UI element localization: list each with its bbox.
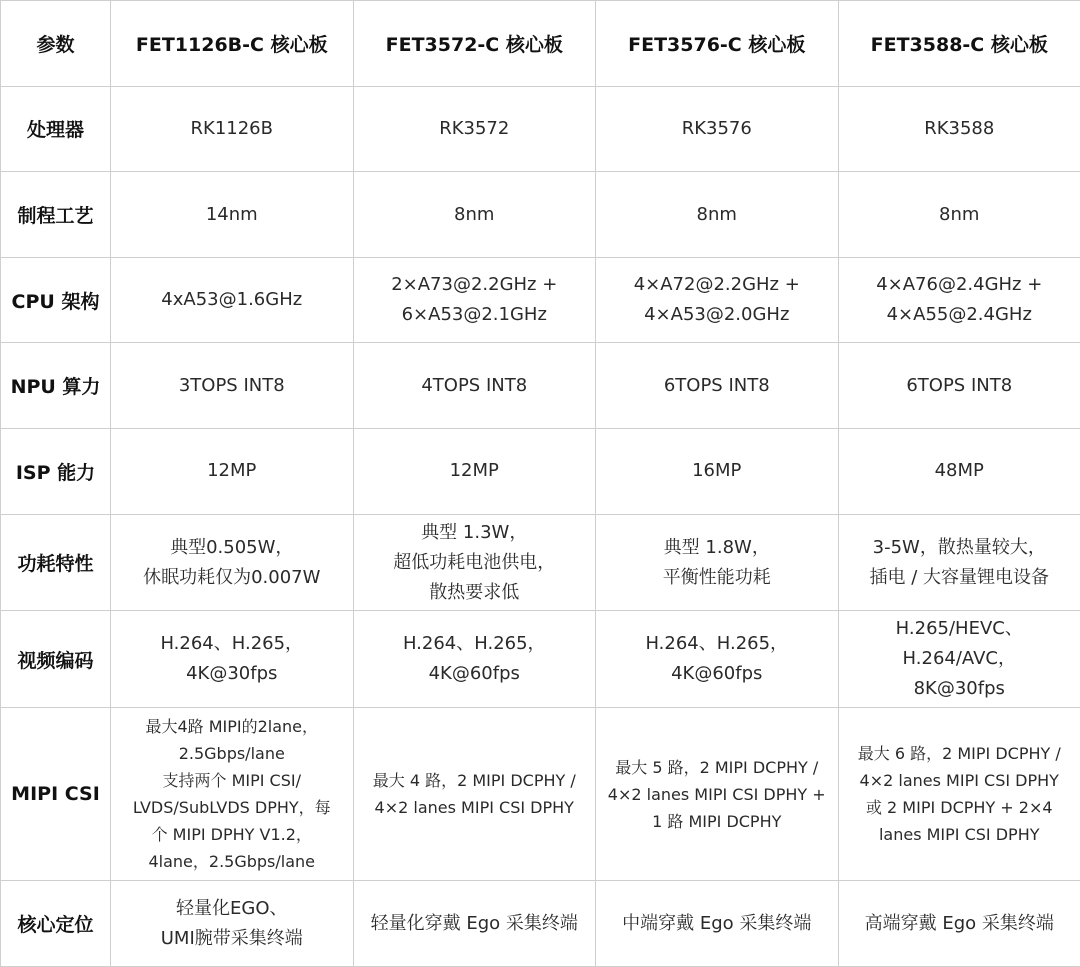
param-label: 功耗特性 (1, 514, 111, 611)
cell-value: 4TOPS INT8 (353, 343, 596, 429)
cell-value: 典型 1.8W， 平衡性能功耗 (596, 514, 839, 611)
table-row-process (1, 172, 1080, 258)
cell-value: H.265/HEVC、 H.264/AVC， 8K@30fps (838, 611, 1080, 708)
param-label: 视频编码 (1, 611, 111, 708)
cell-value: H.264、H.265， 4K@60fps (596, 611, 839, 708)
cell-value: 最大 4 路，2 MIPI DCPHY / 4×2 lanes MIPI CSI DPHY (353, 708, 596, 881)
cell-value: 6TOPS INT8 (596, 343, 839, 429)
cell-value: 14nm (111, 172, 354, 258)
cell-value: 典型 1.3W， 超低功耗电池供电， 散热要求低 (353, 514, 596, 611)
cell-value: 8nm (596, 172, 839, 258)
cell-value: 高端穿戴 Ego 采集终端 (838, 881, 1080, 967)
cell-value: 4×A76@2.4GHz + 4×A55@2.4GHz (838, 257, 1080, 343)
param-label: NPU 算力 (1, 343, 111, 429)
cell-value: 最大 6 路，2 MIPI DCPHY / 4×2 lanes MIPI CSI DPHY 或 2 MIPI DCPHY + 2×4 lanes MIPI CSI DPHY (838, 708, 1080, 881)
cell-value: 12MP (111, 429, 354, 515)
param-label: ISP 能力 (1, 429, 111, 515)
cell-value: 3TOPS INT8 (111, 343, 354, 429)
header-fet3588: FET3588-C 核心板 (838, 1, 1080, 87)
cell-value: 16MP (596, 429, 839, 515)
cell-value: 2×A73@2.2GHz + 6×A53@2.1GHz (353, 257, 596, 343)
table-row-npu (1, 343, 1080, 429)
table-row-power (1, 514, 1080, 611)
cell-value: RK3588 (838, 86, 1080, 172)
table-row-isp (1, 429, 1080, 515)
cell-value: 中端穿戴 Ego 采集终端 (596, 881, 839, 967)
cell-value: 最大 5 路，2 MIPI DCPHY / 4×2 lanes MIPI CSI DPHY + 1 路 MIPI DCPHY (596, 708, 839, 881)
cell-value: 最大4路 MIPI的2lane， 2.5Gbps/lane 支持两个 MIPI CSI/ LVDS/SubLVDS DPHY，每 个 MIPI DPHY V1.2， 4lane，2.5Gbps/lane (111, 708, 354, 881)
cell-value: RK1126B (111, 86, 354, 172)
param-label: 制程工艺 (1, 172, 111, 258)
cell-value: 8nm (838, 172, 1080, 258)
header-fet1126b: FET1126B-C 核心板 (111, 1, 354, 87)
table-row-video (1, 611, 1080, 708)
cell-value: 轻量化穿戴 Ego 采集终端 (353, 881, 596, 967)
param-label: 处理器 (1, 86, 111, 172)
cell-value: 3-5W，散热量较大， 插电 / 大容量锂电设备 (838, 514, 1080, 611)
table-row-positioning (1, 881, 1080, 967)
param-label: 核心定位 (1, 881, 111, 967)
header-fet3572: FET3572-C 核心板 (353, 1, 596, 87)
table-row-mipi (1, 708, 1080, 881)
cell-value: H.264、H.265， 4K@60fps (353, 611, 596, 708)
cell-value: 48MP (838, 429, 1080, 515)
cell-value: 12MP (353, 429, 596, 515)
cell-value: 4×A72@2.2GHz + 4×A53@2.0GHz (596, 257, 839, 343)
header-param: 参数 (1, 1, 111, 87)
cell-value: H.264、H.265， 4K@30fps (111, 611, 354, 708)
table-row-cpu (1, 257, 1080, 343)
table-header-row (1, 1, 1080, 87)
table-row-processor (1, 86, 1080, 172)
cell-value: RK3576 (596, 86, 839, 172)
cell-value: 典型0.505W， 休眠功耗仅为0.007W (111, 514, 354, 611)
param-label: CPU 架构 (1, 257, 111, 343)
param-label: MIPI CSI (1, 708, 111, 881)
header-fet3576: FET3576-C 核心板 (596, 1, 839, 87)
cell-value: 6TOPS INT8 (838, 343, 1080, 429)
cell-value: RK3572 (353, 86, 596, 172)
cell-value: 8nm (353, 172, 596, 258)
cell-value: 4xA53@1.6GHz (111, 257, 354, 343)
cell-value: 轻量化EGO、 UMI腕带采集终端 (111, 881, 354, 967)
